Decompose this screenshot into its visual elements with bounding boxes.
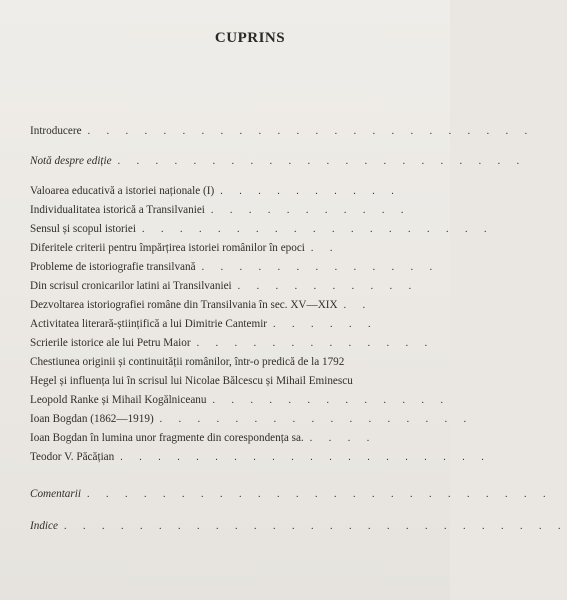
toc-entry-text: Ioan Bogdan în lumina unor fragmente din corespondența sa. — [30, 432, 304, 444]
toc-leader-dots — [353, 376, 359, 387]
toc-entry-text: Notă despre ediție — [30, 155, 112, 167]
toc-leader-dots: . . . . . . . . . . . . . . . . . . . . . . . . — [87, 126, 535, 137]
toc-leader-dots: . . . . . . . . . . . . . . . . . . . . . . — [117, 156, 527, 167]
toc-leader-dots: . . . . . . . . . . . . . . . . . — [159, 414, 474, 425]
toc-leader-dots: . . . . . . . . . . . . . — [196, 338, 435, 349]
toc-leader-dots: . . . . . . . . . . . . . — [212, 395, 450, 406]
toc-entry-text: Probleme de istoriografie transilvană — [30, 261, 196, 273]
toc-leader-dots: . . . . . . . . . . . . . . . . . . . — [141, 224, 494, 235]
toc-entry-text: Din scrisul cronicarilor latini ai Transilvaniei — [30, 280, 232, 292]
toc-entry-text: Chestiunea originii și continuității românilor, într-o predică de la 1792 — [30, 356, 345, 368]
toc-entry-indice — [30, 519, 567, 533]
toc-entry — [30, 241, 450, 255]
toc-entry-introducere — [30, 124, 535, 138]
toc-leader-dots: . . . . . . . . . . . . . . . . . . . . — [120, 452, 491, 463]
toc-entry — [30, 317, 450, 331]
toc-entry — [30, 279, 450, 293]
toc-leader-dots: . . . . . . . . . . — [237, 281, 419, 292]
toc-leader-dots: . . — [310, 243, 340, 254]
toc-entry — [30, 393, 450, 407]
toc-entry-text: Hegel și influența lui în scrisul lui Nicolae Bălcescu și Mihail Eminescu — [30, 375, 353, 387]
toc-entry-text: Individualitatea istorică a Transilvaniei — [30, 204, 205, 216]
toc-entry — [30, 298, 450, 312]
page-title: CUPRINS — [214, 30, 286, 46]
toc-leader-dots: . . . . . . . . . . . . . . . . . . . . . . . . . . . — [63, 521, 567, 532]
toc-entry-text: Introducere — [30, 125, 82, 137]
toc-leader-dots: . . . . — [309, 433, 377, 444]
toc-entry-text: Diferitele criterii pentru împărțirea istoriei românilor în epoci — [30, 242, 305, 254]
toc-entry-nota — [30, 154, 527, 168]
toc-leader-dots: . . — [343, 300, 373, 311]
toc-entry — [30, 355, 450, 369]
toc-entry-text: Ioan Bogdan (1862—1919) — [30, 413, 154, 425]
toc-entry-text: Scrierile istorice ale lui Petru Maior — [30, 337, 191, 349]
toc-entry — [30, 203, 450, 217]
toc-entry-text: Dezvoltarea istoriografiei române din Transilvania în sec. XV—XIX — [30, 299, 338, 311]
toc-entry — [30, 260, 450, 274]
toc-entry — [30, 412, 474, 426]
toc-entry — [30, 336, 450, 350]
toc-leader-dots: . . . . . . . . . . — [220, 186, 401, 197]
toc-entry — [30, 374, 450, 388]
toc-entry-comentarii — [30, 487, 553, 501]
toc-entry-text: Indice — [30, 520, 58, 532]
toc-entry-text: Valoarea educativă a istoriei naționale (I) — [30, 185, 215, 197]
toc-entry — [30, 184, 450, 198]
toc-entry — [30, 450, 491, 464]
toc-entry-text: Leopold Ranke și Mihail Kogălniceanu — [30, 394, 207, 406]
toc-leader-dots: . . . . . . — [273, 319, 378, 330]
toc-leader-dots: . . . . . . . . . . . — [210, 205, 411, 216]
toc-entry-text: Sensul și scopul istoriei — [30, 223, 136, 235]
toc-entry-text: Comentarii — [30, 488, 81, 500]
toc-entry — [30, 222, 494, 236]
toc-leader-dots: . . . . . . . . . . . . . — [201, 262, 440, 273]
toc-entry-text: Activitatea literară-științifică a lui Dimitrie Cantemir — [30, 318, 268, 330]
toc-entry-text: Teodor V. Păcățian — [30, 451, 115, 463]
toc-leader-dots — [344, 357, 350, 368]
toc-entry — [30, 431, 450, 445]
toc-leader-dots: . . . . . . . . . . . . . . . . . . . . . . . . . — [86, 489, 553, 500]
